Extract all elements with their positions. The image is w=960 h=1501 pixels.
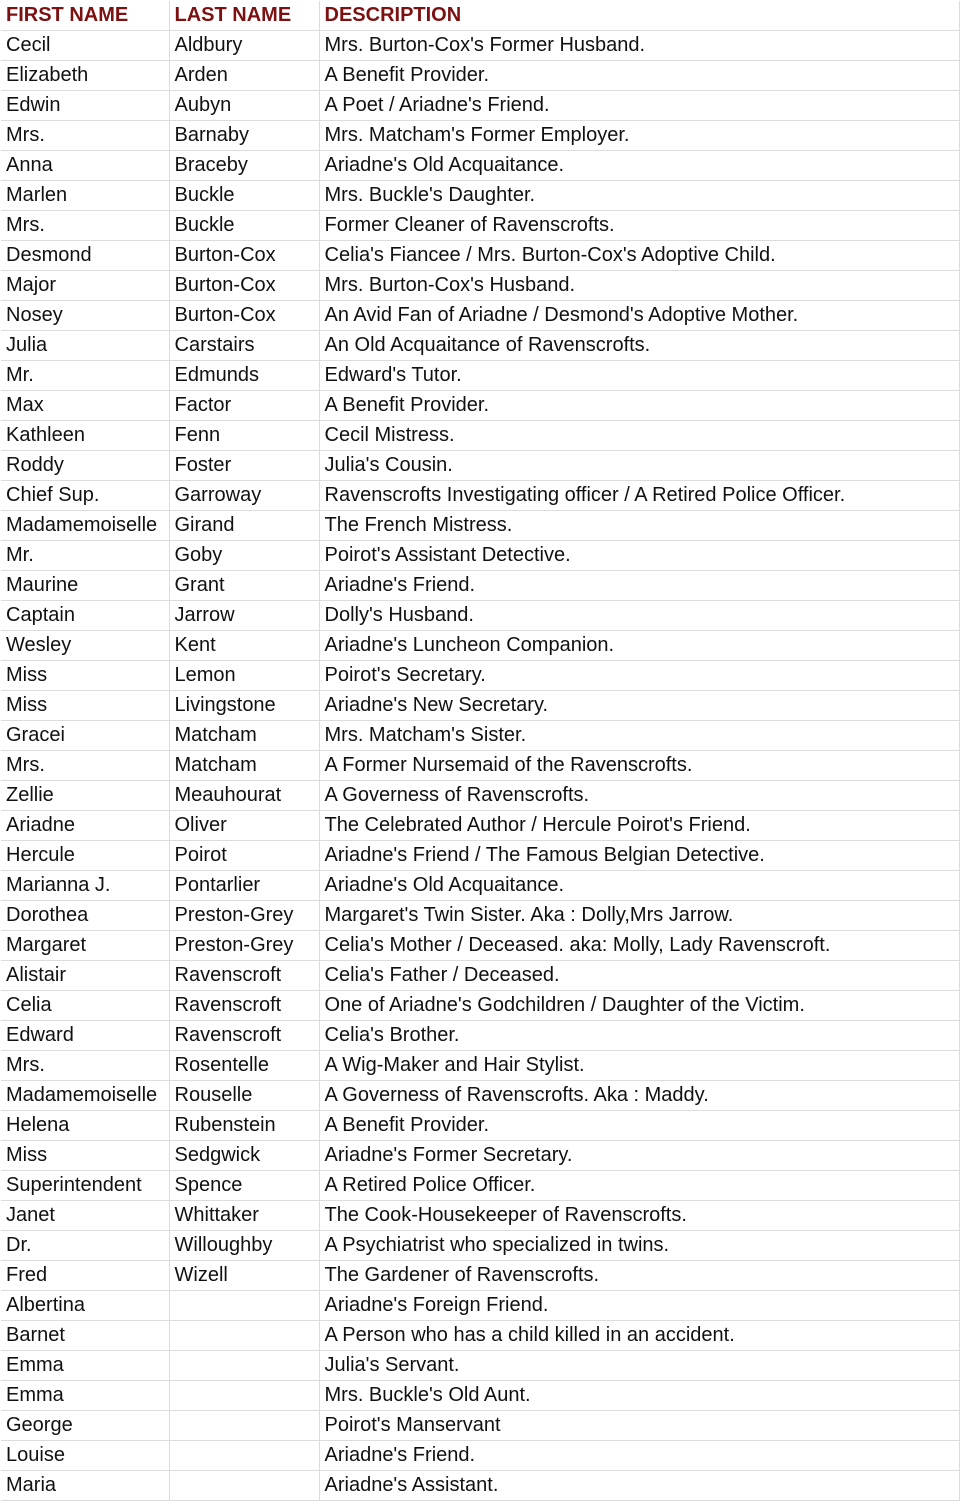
- first-name-cell: Mrs.: [1, 1051, 169, 1081]
- description-cell: An Avid Fan of Ariadne / Desmond's Adoptive Mother.: [319, 301, 959, 331]
- table-row: [1, 241, 959, 271]
- first-name-cell: Mrs.: [1, 751, 169, 781]
- table-body: [1, 31, 959, 1501]
- last-name-cell: Meauhourat: [169, 781, 319, 811]
- first-name-cell: Elizabeth: [1, 61, 169, 91]
- description-cell: Ariadne's Assistant.: [319, 1471, 959, 1501]
- description-cell: A Governess of Ravenscrofts.: [319, 781, 959, 811]
- last-name-cell: Livingstone: [169, 691, 319, 721]
- table-row: [1, 391, 959, 421]
- table-row: [1, 871, 959, 901]
- last-name-cell: Aldbury: [169, 31, 319, 61]
- table-row: [1, 661, 959, 691]
- first-name-cell: Margaret: [1, 931, 169, 961]
- table-row: [1, 1081, 959, 1111]
- table-row: [1, 1141, 959, 1171]
- last-name-cell: [169, 1351, 319, 1381]
- last-name-cell: Fenn: [169, 421, 319, 451]
- table-row: [1, 1411, 959, 1441]
- table-row: [1, 61, 959, 91]
- table-row: [1, 151, 959, 181]
- table-row: [1, 631, 959, 661]
- table-row: [1, 31, 959, 61]
- table-row: [1, 121, 959, 151]
- last-name-cell: Factor: [169, 391, 319, 421]
- description-cell: An Old Acquaitance of Ravenscrofts.: [319, 331, 959, 361]
- table-row: [1, 1231, 959, 1261]
- header-row: [1, 1, 959, 31]
- last-name-cell: Carstairs: [169, 331, 319, 361]
- last-name-cell: [169, 1441, 319, 1471]
- description-cell: The French Mistress.: [319, 511, 959, 541]
- first-name-cell: Edwin: [1, 91, 169, 121]
- table-row: [1, 961, 959, 991]
- first-name-cell: Desmond: [1, 241, 169, 271]
- description-cell: Mrs. Matcham's Former Employer.: [319, 121, 959, 151]
- first-name-cell: Gracei: [1, 721, 169, 751]
- header-last-name: LAST NAME: [169, 1, 319, 31]
- first-name-cell: Edward: [1, 1021, 169, 1051]
- last-name-cell: Burton-Cox: [169, 271, 319, 301]
- first-name-cell: Mr.: [1, 541, 169, 571]
- last-name-cell: Willoughby: [169, 1231, 319, 1261]
- first-name-cell: Emma: [1, 1381, 169, 1411]
- description-cell: Dolly's Husband.: [319, 601, 959, 631]
- table-row: [1, 421, 959, 451]
- table-row: [1, 751, 959, 781]
- first-name-cell: Hercule: [1, 841, 169, 871]
- table-row: [1, 691, 959, 721]
- description-cell: Ariadne's Old Acquaitance.: [319, 871, 959, 901]
- last-name-cell: Arden: [169, 61, 319, 91]
- first-name-cell: Fred: [1, 1261, 169, 1291]
- table-row: [1, 1171, 959, 1201]
- table-row: [1, 901, 959, 931]
- description-cell: Ariadne's Luncheon Companion.: [319, 631, 959, 661]
- table-row: [1, 571, 959, 601]
- table-row: [1, 1261, 959, 1291]
- first-name-cell: Miss: [1, 661, 169, 691]
- description-cell: The Gardener of Ravenscrofts.: [319, 1261, 959, 1291]
- last-name-cell: Pontarlier: [169, 871, 319, 901]
- description-cell: Margaret's Twin Sister. Aka : Dolly,Mrs Jarrow.: [319, 901, 959, 931]
- last-name-cell: Matcham: [169, 721, 319, 751]
- table-row: [1, 1051, 959, 1081]
- description-cell: Mrs. Buckle's Old Aunt.: [319, 1381, 959, 1411]
- table-row: [1, 841, 959, 871]
- first-name-cell: Marlen: [1, 181, 169, 211]
- first-name-cell: Dr.: [1, 1231, 169, 1261]
- first-name-cell: Marianna J.: [1, 871, 169, 901]
- description-cell: Ariadne's Friend / The Famous Belgian Detective.: [319, 841, 959, 871]
- table-row: [1, 1021, 959, 1051]
- first-name-cell: Julia: [1, 331, 169, 361]
- first-name-cell: Captain: [1, 601, 169, 631]
- first-name-cell: Ariadne: [1, 811, 169, 841]
- last-name-cell: Braceby: [169, 151, 319, 181]
- first-name-cell: Mrs.: [1, 121, 169, 151]
- table-row: [1, 931, 959, 961]
- table-row: [1, 481, 959, 511]
- table-row: [1, 451, 959, 481]
- first-name-cell: Helena: [1, 1111, 169, 1141]
- table-row: [1, 1471, 959, 1501]
- description-cell: A Governess of Ravenscrofts. Aka : Maddy.: [319, 1081, 959, 1111]
- last-name-cell: Girand: [169, 511, 319, 541]
- first-name-cell: Maurine: [1, 571, 169, 601]
- table-row: [1, 511, 959, 541]
- description-cell: Julia's Cousin.: [319, 451, 959, 481]
- last-name-cell: Preston-Grey: [169, 901, 319, 931]
- last-name-cell: Rouselle: [169, 1081, 319, 1111]
- last-name-cell: [169, 1471, 319, 1501]
- last-name-cell: [169, 1411, 319, 1441]
- first-name-cell: Dorothea: [1, 901, 169, 931]
- last-name-cell: Spence: [169, 1171, 319, 1201]
- description-cell: The Celebrated Author / Hercule Poirot's Friend.: [319, 811, 959, 841]
- table-row: [1, 601, 959, 631]
- first-name-cell: Miss: [1, 691, 169, 721]
- last-name-cell: Garroway: [169, 481, 319, 511]
- table-row: [1, 91, 959, 121]
- first-name-cell: Kathleen: [1, 421, 169, 451]
- description-cell: A Benefit Provider.: [319, 391, 959, 421]
- last-name-cell: Burton-Cox: [169, 241, 319, 271]
- character-table: [1, 1, 960, 1501]
- description-cell: Ravenscrofts Investigating officer / A Retired Police Officer.: [319, 481, 959, 511]
- description-cell: Mrs. Buckle's Daughter.: [319, 181, 959, 211]
- description-cell: Mrs. Burton-Cox's Former Husband.: [319, 31, 959, 61]
- first-name-cell: Barnet: [1, 1321, 169, 1351]
- table-row: [1, 211, 959, 241]
- description-cell: Ariadne's Former Secretary.: [319, 1141, 959, 1171]
- last-name-cell: Kent: [169, 631, 319, 661]
- first-name-cell: Madamemoiselle: [1, 511, 169, 541]
- description-cell: Celia's Mother / Deceased. aka: Molly, Lady Ravenscroft.: [319, 931, 959, 961]
- description-cell: Ariadne's New Secretary.: [319, 691, 959, 721]
- description-cell: The Cook-Housekeeper of Ravenscrofts.: [319, 1201, 959, 1231]
- last-name-cell: Rosentelle: [169, 1051, 319, 1081]
- first-name-cell: Major: [1, 271, 169, 301]
- table-row: [1, 1321, 959, 1351]
- last-name-cell: Matcham: [169, 751, 319, 781]
- last-name-cell: Whittaker: [169, 1201, 319, 1231]
- first-name-cell: Max: [1, 391, 169, 421]
- first-name-cell: Chief Sup.: [1, 481, 169, 511]
- description-cell: Ariadne's Friend.: [319, 571, 959, 601]
- first-name-cell: Madamemoiselle: [1, 1081, 169, 1111]
- table-row: [1, 781, 959, 811]
- first-name-cell: Celia: [1, 991, 169, 1021]
- last-name-cell: Foster: [169, 451, 319, 481]
- description-cell: Ariadne's Friend.: [319, 1441, 959, 1471]
- description-cell: Poirot's Manservant: [319, 1411, 959, 1441]
- description-cell: One of Ariadne's Godchildren / Daughter of the Victim.: [319, 991, 959, 1021]
- table-row: [1, 541, 959, 571]
- table-row: [1, 361, 959, 391]
- description-cell: A Benefit Provider.: [319, 1111, 959, 1141]
- last-name-cell: [169, 1321, 319, 1351]
- last-name-cell: Sedgwick: [169, 1141, 319, 1171]
- description-cell: Celia's Fiancee / Mrs. Burton-Cox's Adoptive Child.: [319, 241, 959, 271]
- description-cell: Ariadne's Old Acquaitance.: [319, 151, 959, 181]
- description-cell: Celia's Father / Deceased.: [319, 961, 959, 991]
- description-cell: A Former Nursemaid of the Ravenscrofts.: [319, 751, 959, 781]
- description-cell: A Poet / Ariadne's Friend.: [319, 91, 959, 121]
- last-name-cell: Jarrow: [169, 601, 319, 631]
- first-name-cell: Maria: [1, 1471, 169, 1501]
- last-name-cell: [169, 1381, 319, 1411]
- description-cell: Poirot's Secretary.: [319, 661, 959, 691]
- table-row: [1, 721, 959, 751]
- description-cell: A Psychiatrist who specialized in twins.: [319, 1231, 959, 1261]
- last-name-cell: [169, 1291, 319, 1321]
- header-first-name: FIRST NAME: [1, 1, 169, 31]
- first-name-cell: Superintendent: [1, 1171, 169, 1201]
- table-row: [1, 331, 959, 361]
- description-cell: Poirot's Assistant Detective.: [319, 541, 959, 571]
- last-name-cell: Poirot: [169, 841, 319, 871]
- last-name-cell: Buckle: [169, 211, 319, 241]
- last-name-cell: Aubyn: [169, 91, 319, 121]
- first-name-cell: Mr.: [1, 361, 169, 391]
- last-name-cell: Barnaby: [169, 121, 319, 151]
- last-name-cell: Edmunds: [169, 361, 319, 391]
- table-row: [1, 1291, 959, 1321]
- table-row: [1, 1201, 959, 1231]
- description-cell: Former Cleaner of Ravenscrofts.: [319, 211, 959, 241]
- last-name-cell: Preston-Grey: [169, 931, 319, 961]
- header-description: DESCRIPTION: [319, 1, 959, 31]
- table-row: [1, 811, 959, 841]
- first-name-cell: Louise: [1, 1441, 169, 1471]
- first-name-cell: Albertina: [1, 1291, 169, 1321]
- last-name-cell: Buckle: [169, 181, 319, 211]
- last-name-cell: Burton-Cox: [169, 301, 319, 331]
- last-name-cell: Ravenscroft: [169, 991, 319, 1021]
- description-cell: Julia's Servant.: [319, 1351, 959, 1381]
- table-row: [1, 991, 959, 1021]
- table-row: [1, 301, 959, 331]
- first-name-cell: Anna: [1, 151, 169, 181]
- description-cell: Edward's Tutor.: [319, 361, 959, 391]
- first-name-cell: Miss: [1, 1141, 169, 1171]
- first-name-cell: Emma: [1, 1351, 169, 1381]
- description-cell: Cecil Mistress.: [319, 421, 959, 451]
- first-name-cell: Wesley: [1, 631, 169, 661]
- description-cell: A Person who has a child killed in an accident.: [319, 1321, 959, 1351]
- description-cell: Mrs. Matcham's Sister.: [319, 721, 959, 751]
- table-row: [1, 1111, 959, 1141]
- table-row: [1, 1441, 959, 1471]
- last-name-cell: Lemon: [169, 661, 319, 691]
- table-row: [1, 181, 959, 211]
- table-row: [1, 271, 959, 301]
- first-name-cell: George: [1, 1411, 169, 1441]
- first-name-cell: Roddy: [1, 451, 169, 481]
- first-name-cell: Alistair: [1, 961, 169, 991]
- description-cell: Ariadne's Foreign Friend.: [319, 1291, 959, 1321]
- description-cell: A Wig-Maker and Hair Stylist.: [319, 1051, 959, 1081]
- last-name-cell: Rubenstein: [169, 1111, 319, 1141]
- first-name-cell: Cecil: [1, 31, 169, 61]
- table-row: [1, 1351, 959, 1381]
- first-name-cell: Zellie: [1, 781, 169, 811]
- first-name-cell: Nosey: [1, 301, 169, 331]
- first-name-cell: Mrs.: [1, 211, 169, 241]
- first-name-cell: Janet: [1, 1201, 169, 1231]
- description-cell: Celia's Brother.: [319, 1021, 959, 1051]
- table-row: [1, 1381, 959, 1411]
- last-name-cell: Ravenscroft: [169, 1021, 319, 1051]
- last-name-cell: Goby: [169, 541, 319, 571]
- description-cell: A Retired Police Officer.: [319, 1171, 959, 1201]
- description-cell: A Benefit Provider.: [319, 61, 959, 91]
- last-name-cell: Ravenscroft: [169, 961, 319, 991]
- last-name-cell: Oliver: [169, 811, 319, 841]
- last-name-cell: Grant: [169, 571, 319, 601]
- description-cell: Mrs. Burton-Cox's Husband.: [319, 271, 959, 301]
- last-name-cell: Wizell: [169, 1261, 319, 1291]
